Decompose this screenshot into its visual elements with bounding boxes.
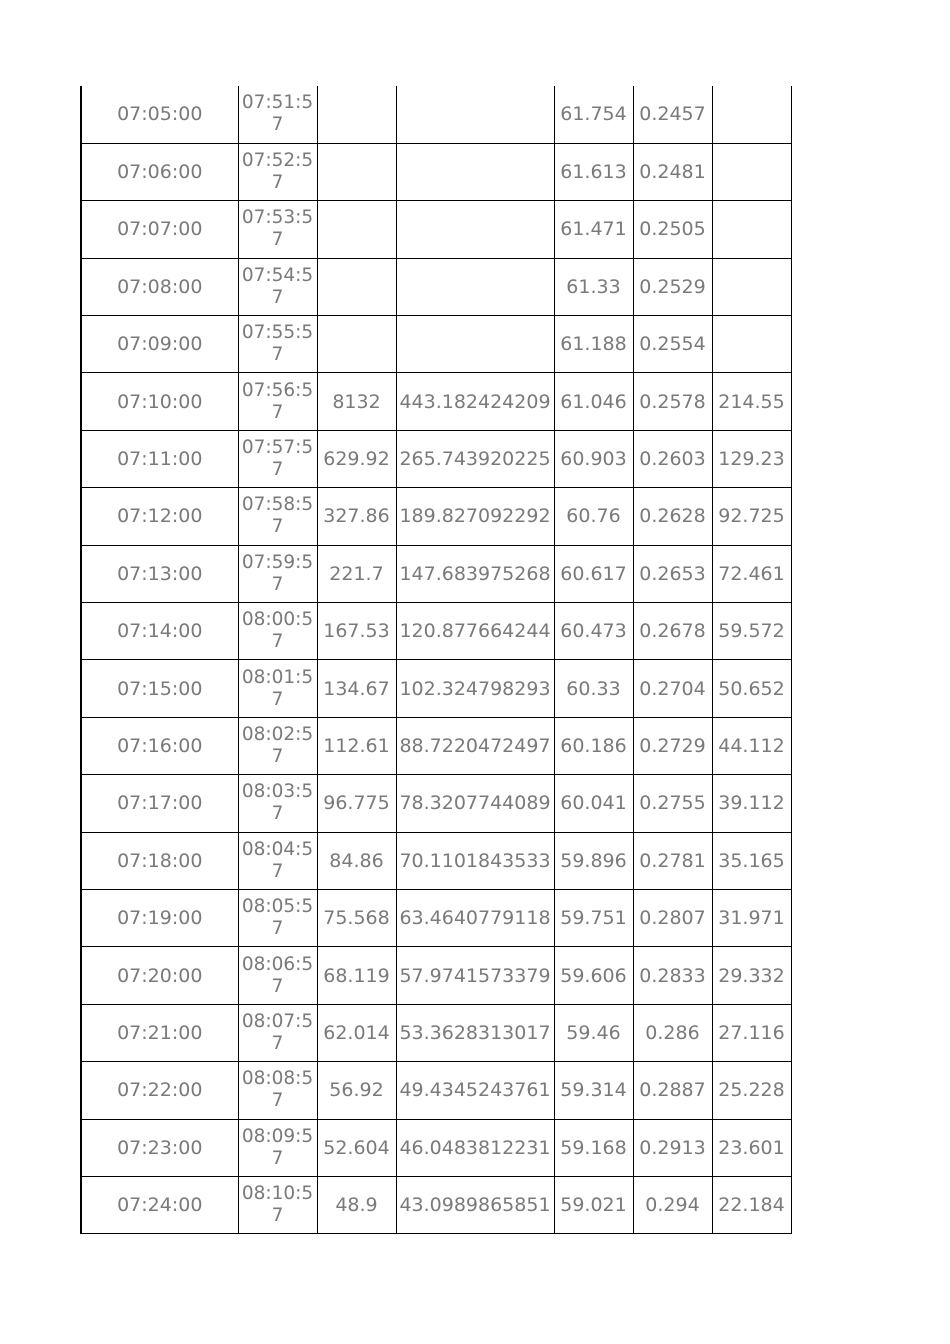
cell-value-a: 8132	[317, 373, 396, 430]
table-row	[81, 258, 791, 315]
cell-time-a: 07:11:00	[81, 430, 238, 487]
table-row	[81, 775, 791, 832]
table-row	[81, 545, 791, 602]
cell-value-a: 167.53	[317, 603, 396, 660]
cell-value-d: 0.2628	[633, 488, 712, 545]
cell-value-d: 0.2729	[633, 717, 712, 774]
cell-value-e: 50.652	[712, 660, 791, 717]
cell-time-a: 07:21:00	[81, 1004, 238, 1061]
cell-value-a: 68.119	[317, 947, 396, 1004]
table-row	[81, 1004, 791, 1061]
cell-value-e	[712, 143, 791, 200]
cell-value-e: 27.116	[712, 1004, 791, 1061]
table-row	[81, 947, 791, 1004]
cell-value-a: 112.61	[317, 717, 396, 774]
cell-time-b: 07:59:57	[238, 545, 317, 602]
cell-value-e: 92.725	[712, 488, 791, 545]
cell-time-b: 07:51:57	[238, 86, 317, 143]
table-row	[81, 430, 791, 487]
cell-value-b: 63.4640779118	[396, 889, 554, 946]
cell-value-b: 57.9741573379	[396, 947, 554, 1004]
cell-time-b: 07:53:57	[238, 201, 317, 258]
cell-value-e: 35.165	[712, 832, 791, 889]
cell-value-c: 60.76	[554, 488, 633, 545]
cell-value-b	[396, 316, 554, 373]
cell-value-a: 96.775	[317, 775, 396, 832]
cell-value-d: 0.2653	[633, 545, 712, 602]
cell-value-e: 22.184	[712, 1176, 791, 1233]
table-row	[81, 143, 791, 200]
cell-time-a: 07:13:00	[81, 545, 238, 602]
cell-time-b: 08:04:57	[238, 832, 317, 889]
table-row	[81, 1062, 791, 1119]
table-row	[81, 316, 791, 373]
cell-time-b: 08:10:57	[238, 1176, 317, 1233]
cell-value-b	[396, 143, 554, 200]
cell-time-b: 08:01:57	[238, 660, 317, 717]
cell-time-b: 08:08:57	[238, 1062, 317, 1119]
cell-value-c: 60.041	[554, 775, 633, 832]
table-row	[81, 1119, 791, 1176]
cell-time-b: 07:56:57	[238, 373, 317, 430]
table-row	[81, 889, 791, 946]
table-row	[81, 1176, 791, 1233]
cell-value-b: 49.4345243761	[396, 1062, 554, 1119]
cell-value-c: 60.473	[554, 603, 633, 660]
cell-value-e: 31.971	[712, 889, 791, 946]
cell-time-a: 07:22:00	[81, 1062, 238, 1119]
cell-value-c: 59.606	[554, 947, 633, 1004]
cell-time-a: 07:05:00	[81, 86, 238, 143]
cell-value-e: 129.23	[712, 430, 791, 487]
cell-time-a: 07:15:00	[81, 660, 238, 717]
cell-value-d: 0.2578	[633, 373, 712, 430]
cell-value-b: 147.683975268	[396, 545, 554, 602]
cell-value-a: 221.7	[317, 545, 396, 602]
cell-value-a: 134.67	[317, 660, 396, 717]
data-table	[80, 86, 792, 1234]
cell-time-a: 07:17:00	[81, 775, 238, 832]
cell-time-b: 08:00:57	[238, 603, 317, 660]
cell-value-e	[712, 316, 791, 373]
cell-time-a: 07:14:00	[81, 603, 238, 660]
cell-time-a: 07:20:00	[81, 947, 238, 1004]
cell-value-e: 214.55	[712, 373, 791, 430]
cell-time-a: 07:06:00	[81, 143, 238, 200]
cell-value-e: 59.572	[712, 603, 791, 660]
cell-value-a: 48.9	[317, 1176, 396, 1233]
cell-value-a	[317, 201, 396, 258]
cell-value-c: 59.314	[554, 1062, 633, 1119]
cell-time-a: 07:24:00	[81, 1176, 238, 1233]
table-row	[81, 717, 791, 774]
cell-value-e: 23.601	[712, 1119, 791, 1176]
cell-time-a: 07:23:00	[81, 1119, 238, 1176]
cell-value-e: 29.332	[712, 947, 791, 1004]
cell-value-c: 59.168	[554, 1119, 633, 1176]
cell-time-b: 08:09:57	[238, 1119, 317, 1176]
cell-value-e: 39.112	[712, 775, 791, 832]
cell-value-a: 62.014	[317, 1004, 396, 1061]
cell-value-a: 75.568	[317, 889, 396, 946]
cell-value-a: 629.92	[317, 430, 396, 487]
cell-value-e	[712, 258, 791, 315]
cell-value-c: 60.33	[554, 660, 633, 717]
cell-value-c: 61.471	[554, 201, 633, 258]
cell-time-b: 08:06:57	[238, 947, 317, 1004]
cell-value-d: 0.2704	[633, 660, 712, 717]
cell-value-d: 0.2457	[633, 86, 712, 143]
cell-time-b: 08:07:57	[238, 1004, 317, 1061]
table-row	[81, 488, 791, 545]
cell-value-d: 0.2807	[633, 889, 712, 946]
cell-value-b	[396, 258, 554, 315]
cell-time-a: 07:09:00	[81, 316, 238, 373]
cell-value-b: 43.0989865851	[396, 1176, 554, 1233]
cell-time-a: 07:18:00	[81, 832, 238, 889]
table-row	[81, 832, 791, 889]
cell-time-b: 07:58:57	[238, 488, 317, 545]
cell-value-c: 60.617	[554, 545, 633, 602]
cell-time-a: 07:19:00	[81, 889, 238, 946]
cell-value-e: 44.112	[712, 717, 791, 774]
cell-time-b: 08:03:57	[238, 775, 317, 832]
cell-value-d: 0.2603	[633, 430, 712, 487]
cell-value-c: 61.33	[554, 258, 633, 315]
cell-time-b: 07:57:57	[238, 430, 317, 487]
cell-value-d: 0.2554	[633, 316, 712, 373]
cell-value-e: 72.461	[712, 545, 791, 602]
cell-value-c: 59.751	[554, 889, 633, 946]
cell-time-a: 07:10:00	[81, 373, 238, 430]
cell-time-b: 07:55:57	[238, 316, 317, 373]
cell-value-a	[317, 258, 396, 315]
cell-value-c: 59.896	[554, 832, 633, 889]
cell-value-d: 0.2887	[633, 1062, 712, 1119]
cell-value-c: 59.021	[554, 1176, 633, 1233]
cell-value-b: 189.827092292	[396, 488, 554, 545]
cell-value-b	[396, 86, 554, 143]
cell-time-b: 08:02:57	[238, 717, 317, 774]
cell-time-b: 08:05:57	[238, 889, 317, 946]
cell-value-d: 0.2505	[633, 201, 712, 258]
cell-value-d: 0.294	[633, 1176, 712, 1233]
cell-value-d: 0.2833	[633, 947, 712, 1004]
cell-value-b: 53.3628313017	[396, 1004, 554, 1061]
cell-value-a	[317, 86, 396, 143]
cell-value-b: 46.0483812231	[396, 1119, 554, 1176]
cell-value-c: 60.186	[554, 717, 633, 774]
cell-value-d: 0.2529	[633, 258, 712, 315]
cell-value-c: 61.188	[554, 316, 633, 373]
cell-time-a: 07:16:00	[81, 717, 238, 774]
cell-value-c: 59.46	[554, 1004, 633, 1061]
cell-value-c: 60.903	[554, 430, 633, 487]
cell-value-d: 0.2481	[633, 143, 712, 200]
cell-value-a	[317, 316, 396, 373]
cell-value-d: 0.2913	[633, 1119, 712, 1176]
cell-time-a: 07:07:00	[81, 201, 238, 258]
cell-value-c: 61.754	[554, 86, 633, 143]
cell-time-a: 07:12:00	[81, 488, 238, 545]
table-row	[81, 201, 791, 258]
cell-value-d: 0.286	[633, 1004, 712, 1061]
table-row	[81, 373, 791, 430]
cell-value-b: 70.1101843533	[396, 832, 554, 889]
cell-value-a	[317, 143, 396, 200]
cell-value-a: 327.86	[317, 488, 396, 545]
table-row	[81, 660, 791, 717]
cell-time-b: 07:52:57	[238, 143, 317, 200]
table-body	[81, 86, 791, 1234]
cell-value-b: 443.182424209	[396, 373, 554, 430]
table-row	[81, 86, 791, 143]
cell-value-e: 25.228	[712, 1062, 791, 1119]
cell-value-b: 265.743920225	[396, 430, 554, 487]
cell-value-c: 61.613	[554, 143, 633, 200]
cell-value-b: 120.877664244	[396, 603, 554, 660]
cell-value-a: 56.92	[317, 1062, 396, 1119]
cell-value-d: 0.2678	[633, 603, 712, 660]
cell-value-d: 0.2781	[633, 832, 712, 889]
cell-value-e	[712, 201, 791, 258]
cell-value-b: 78.3207744089	[396, 775, 554, 832]
cell-value-a: 84.86	[317, 832, 396, 889]
cell-time-b: 07:54:57	[238, 258, 317, 315]
cell-value-e	[712, 86, 791, 143]
cell-value-b: 102.324798293	[396, 660, 554, 717]
table-row	[81, 603, 791, 660]
cell-value-b: 88.7220472497	[396, 717, 554, 774]
cell-value-d: 0.2755	[633, 775, 712, 832]
cell-value-a: 52.604	[317, 1119, 396, 1176]
cell-value-b	[396, 201, 554, 258]
cell-time-a: 07:08:00	[81, 258, 238, 315]
cell-value-c: 61.046	[554, 373, 633, 430]
